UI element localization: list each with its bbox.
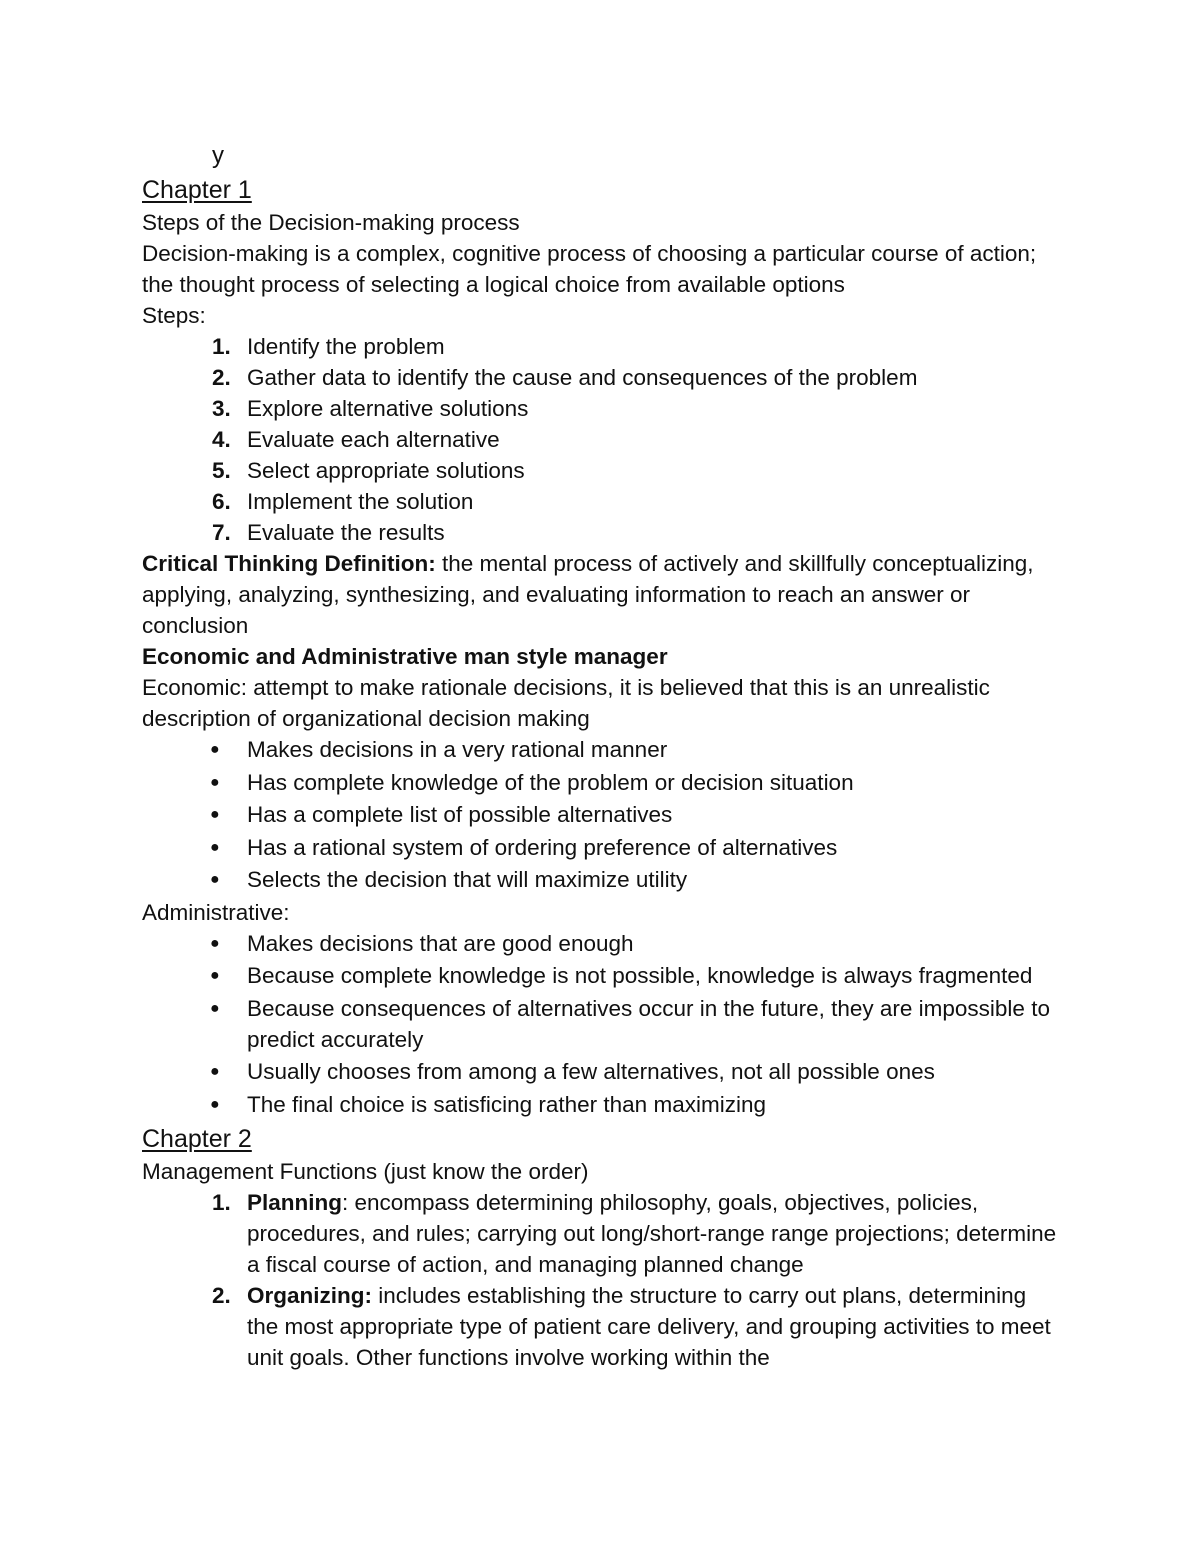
critical-thinking-definition [142, 548, 1062, 641]
bullet-icon: ● [210, 999, 220, 1017]
bullet-icon: ● [210, 741, 220, 758]
administrative-label: Administrative: [142, 899, 290, 925]
chapter-1-heading: Chapter 1 [142, 176, 252, 204]
list-item-text: Because complete knowledge is not possible, knowledge is always fragmented [247, 963, 1033, 988]
bullet-icon: ● [210, 871, 220, 888]
list-item-text: The final choice is satisficing rather than maximizing [247, 1091, 766, 1117]
list-item [142, 362, 1062, 393]
list-item-text: Makes decisions in a very rational manner [247, 737, 668, 762]
list-item [142, 331, 1062, 362]
list-item-text: Implement the solution [247, 489, 474, 514]
bullet-icon: ● [210, 934, 220, 952]
list-number: 3. [212, 396, 231, 421]
list-item [142, 1280, 1062, 1373]
economic-description: Economic: attempt to make rationale decisions, it is believed that this is an unrealistic description of organizational decision making [142, 675, 990, 731]
critical-thinking-label: Critical Thinking Definition: [142, 551, 436, 576]
list-item [142, 455, 1062, 486]
chapter-2-subtitle: Management Functions (just know the order) [142, 1158, 589, 1184]
management-functions-list [142, 1187, 1062, 1373]
function-text: : encompass determining philosophy, goals, objectives, policies, procedures, and rules; carrying out long/short-range range projections; determine a fiscal course of action, and managing planned change [247, 1189, 1057, 1277]
function-label: Organizing: [247, 1282, 372, 1308]
list-item-text: Evaluate each alternative [247, 427, 500, 452]
list-item [142, 864, 1062, 895]
bullet-icon: ● [210, 1063, 220, 1080]
list-item [142, 1187, 1062, 1280]
bullet-icon: ● [210, 1095, 220, 1113]
function-label: Planning [247, 1189, 342, 1215]
steps-label: Steps: [142, 303, 206, 328]
list-item-text: Gather data to identify the cause and consequences of the problem [247, 365, 918, 390]
bullet-icon: ● [210, 806, 220, 823]
list-item [142, 1089, 1062, 1120]
list-number: 2. [212, 365, 231, 390]
list-item [142, 960, 1062, 991]
list-number: 6. [212, 489, 231, 514]
economic-bullets [142, 734, 1062, 895]
list-item [142, 993, 1062, 1055]
chapter-2-heading: Chapter 2 [142, 1124, 252, 1153]
list-item-text: Because consequences of alternatives occur in the future, they are impossible to predict accurately [247, 995, 1050, 1052]
document-content [142, 140, 1062, 1373]
list-item-text: Makes decisions that are good enough [247, 930, 634, 956]
list-item [142, 734, 1062, 765]
list-item-text: Selects the decision that will maximize utility [247, 867, 688, 892]
function-text: includes establishing the structure to carry out plans, determining the most appropriate type of patient care delivery, and grouping activities to meet unit goals. Other functions involve working within the [247, 1282, 1051, 1370]
chapter-1-subtitle: Steps of the Decision-making process [142, 210, 520, 235]
list-item [142, 517, 1062, 548]
economic-administrative-heading [142, 641, 1062, 672]
critical-thinking-text: the mental process of actively and skillfully conceptualizing, applying, analyzing, synthesizing, and evaluating information to reach an answer or conclusion [142, 551, 1034, 638]
list-item-text: Select appropriate solutions [247, 458, 525, 483]
list-item-text: Has a complete list of possible alternatives [247, 802, 673, 827]
list-item [142, 832, 1062, 863]
list-item [142, 424, 1062, 455]
list-item [142, 393, 1062, 424]
economic-administrative-heading-text: Economic and Administrative man style manager [142, 644, 668, 669]
bullet-icon: ● [210, 838, 220, 856]
list-item [142, 767, 1062, 798]
list-number: 1. [212, 334, 231, 359]
list-number: 7. [212, 520, 231, 545]
list-number: 2. [212, 1282, 231, 1308]
list-item [142, 1056, 1062, 1087]
decision-making-definition: Decision-making is a complex, cognitive process of choosing a particular course of action; the thought process of selecting a logical choice from available options [142, 241, 1037, 297]
steps-list [142, 331, 1062, 548]
stray-character: y [212, 142, 224, 169]
list-item-text: Identify the problem [247, 334, 445, 359]
list-item-text: Explore alternative solutions [247, 396, 529, 421]
list-number: 5. [212, 458, 231, 483]
list-item-text: Usually chooses from among a few alternatives, not all possible ones [247, 1059, 935, 1084]
list-item-text: Evaluate the results [247, 520, 445, 545]
list-item-text: Has a rational system of ordering preference of alternatives [247, 834, 838, 860]
bullet-icon: ● [210, 967, 220, 984]
list-number: 1. [212, 1189, 231, 1215]
bullet-icon: ● [210, 773, 220, 791]
list-number: 4. [212, 427, 231, 452]
list-item [142, 486, 1062, 517]
list-item-text: Has complete knowledge of the problem or decision situation [247, 769, 854, 795]
administrative-bullets [142, 928, 1062, 1120]
list-item [142, 799, 1062, 830]
list-item [142, 928, 1062, 959]
